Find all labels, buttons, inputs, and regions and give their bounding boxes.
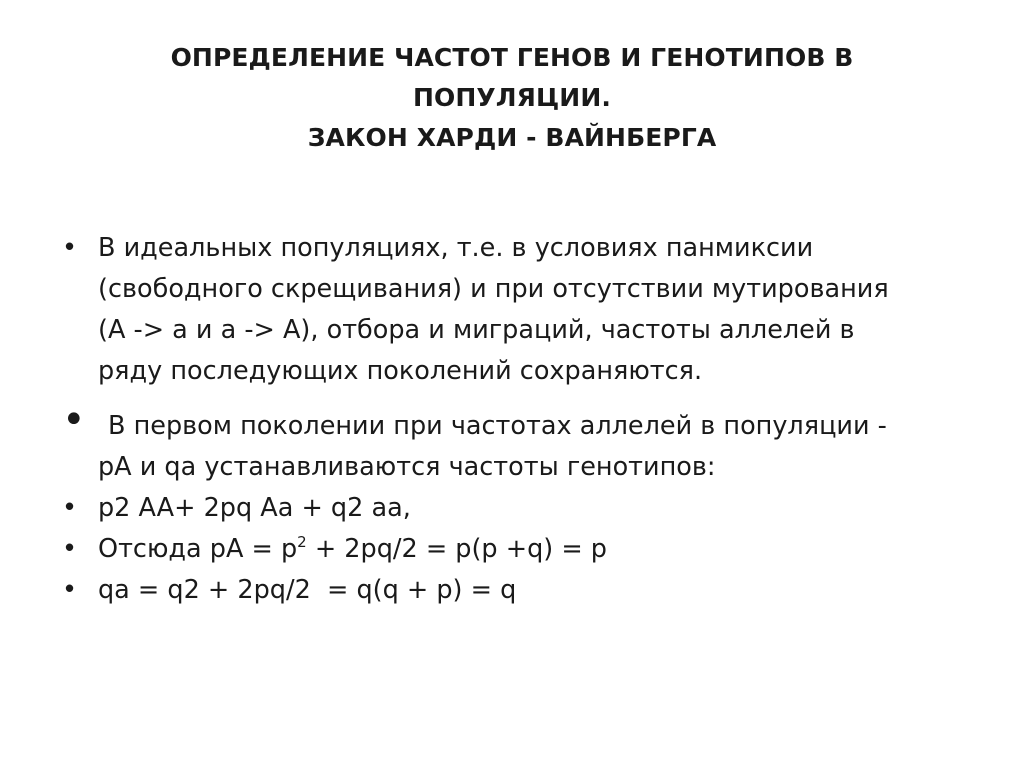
bullet-text <box>98 228 962 392</box>
text-line: рА и qа устанавливаются частоты генотипов: <box>98 452 716 482</box>
bullet-text <box>98 570 962 611</box>
list-item <box>62 529 962 570</box>
bullet-text <box>98 529 962 570</box>
title-line: ПОПУЛЯЦИИ. <box>413 83 611 112</box>
bullet-list <box>62 228 962 611</box>
list-item <box>62 488 962 529</box>
formula-line: qa = q2 + 2pq/2 = q(q + p) = q <box>98 575 517 605</box>
text-line: (А -> а и а -> А), отбора и миграций, частоты аллелей в <box>98 315 855 345</box>
text-line: В первом поколении при частотах аллелей в популяции - <box>108 411 887 441</box>
formula-line <box>98 529 962 570</box>
slide-title <box>100 38 924 158</box>
text-line: ряду последующих поколений сохраняются. <box>98 356 703 386</box>
text-line: В идеальных популяциях, т.е. в условиях панмиксии <box>98 233 814 263</box>
list-item <box>62 397 962 488</box>
bullet-text <box>98 488 962 529</box>
bullet-icon: • <box>62 575 78 605</box>
bullet-icon: • <box>62 233 78 263</box>
title-line: ОПРЕДЕЛЕНИЕ ЧАСТОТ ГЕНОВ И ГЕНОТИПОВ В <box>170 43 854 72</box>
list-item <box>62 570 962 611</box>
bullet-text <box>98 406 962 488</box>
list-item <box>62 228 962 392</box>
superscript: 2 <box>297 533 307 551</box>
formula-line: p2 AA+ 2pq Aa + q2 aa, <box>98 493 411 523</box>
bullet-icon: • <box>62 534 78 564</box>
formula-part: Отсюда рА = р <box>98 534 298 564</box>
title-line: ЗАКОН ХАРДИ - ВАЙНБЕРГА <box>307 123 717 152</box>
formula-part: + 2pq/2 = p(p +q) = p <box>306 534 607 564</box>
text-line: (свободного скрещивания) и при отсутствии мутирования <box>98 274 889 304</box>
bullet-icon: • <box>62 493 78 523</box>
bullet-icon: • <box>62 397 86 443</box>
